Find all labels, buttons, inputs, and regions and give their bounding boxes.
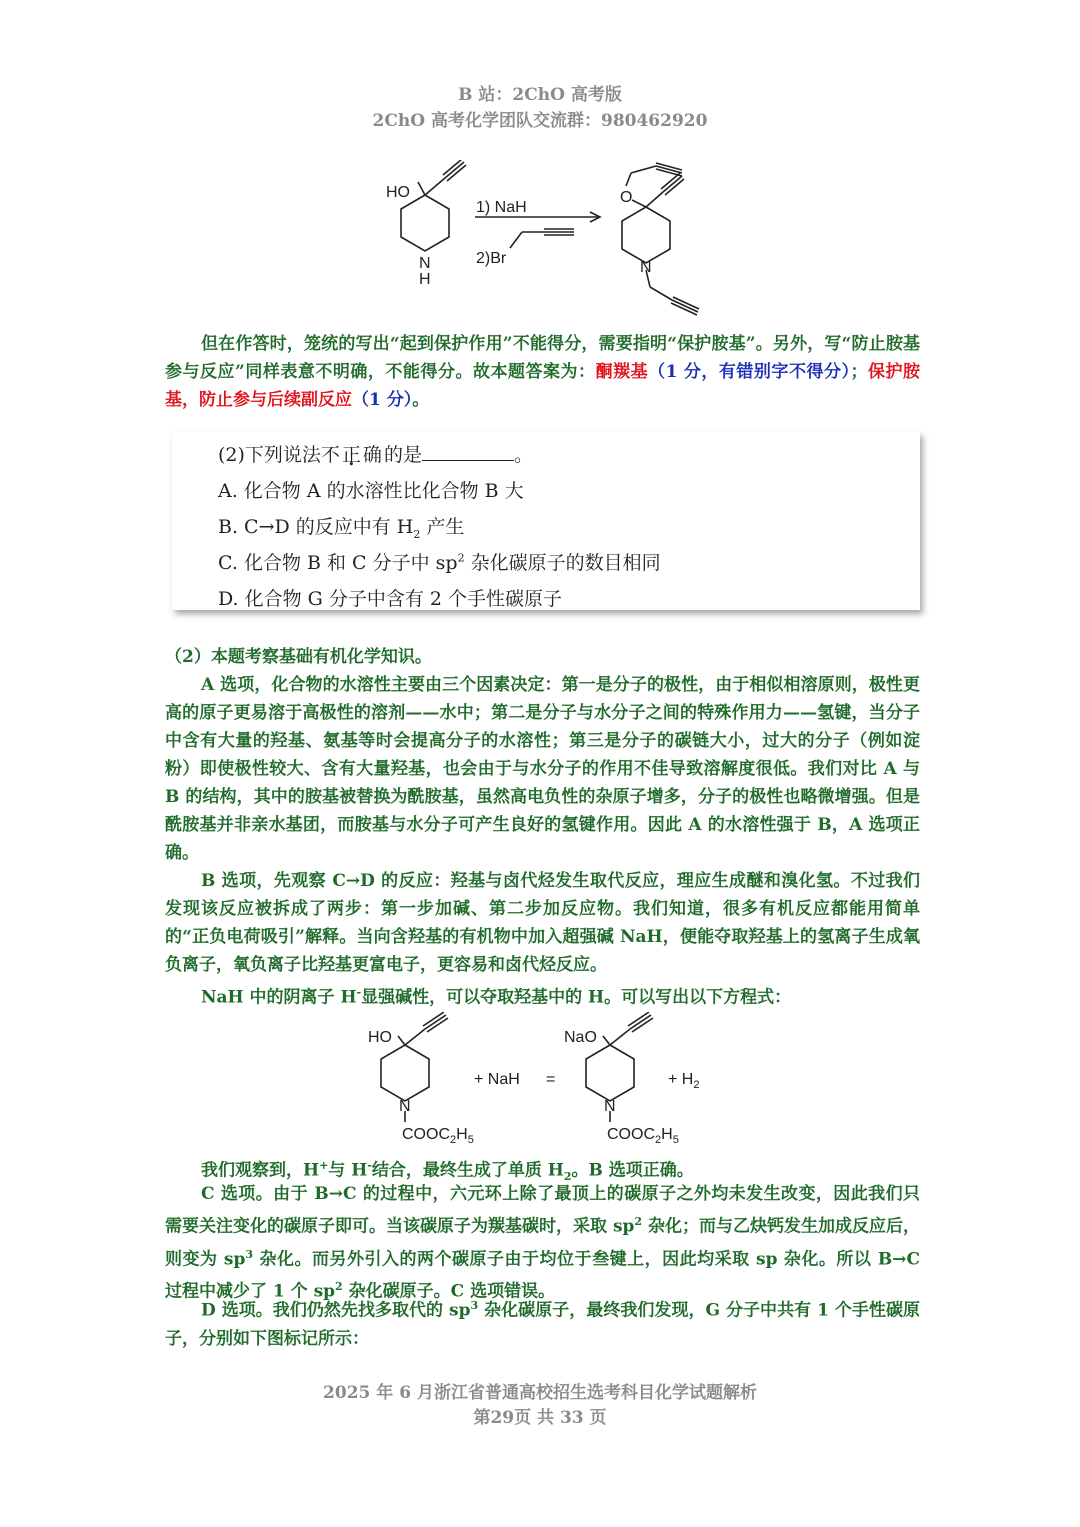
- reactant-h-label: H: [419, 271, 431, 288]
- option-b-tail: 产生: [420, 516, 465, 538]
- ester1-a: COOC: [402, 1126, 450, 1143]
- reagent-2-label: 2)Br: [476, 250, 507, 267]
- stem-part-a: (2)下列说法: [218, 444, 321, 466]
- reaction-scheme-nah: [360, 1012, 720, 1152]
- d-sup: 3: [470, 1299, 479, 1312]
- stem-end: 。: [513, 444, 533, 466]
- ester2-h: H: [661, 1126, 673, 1143]
- scheme2-n2-label: N: [604, 1098, 616, 1115]
- product-o-label: O: [620, 189, 633, 206]
- obs-sup1: +: [319, 1159, 329, 1172]
- analysis-nah: [165, 979, 920, 1012]
- c-a: C 选项。由于 B→C 的过程中，六元环上除了最顶上的碳原子之外均未发生改变，因此我们只需要关注变化的碳原子即可。当该碳原子为羰基碳时，采取 sp: [165, 1184, 920, 1237]
- c-sup3: 2: [335, 1280, 343, 1294]
- ester2-a: COOC: [607, 1126, 655, 1143]
- question-box: [172, 432, 920, 610]
- option-b: [218, 512, 464, 541]
- ester2-sub2: 2: [655, 1134, 662, 1146]
- analysis-option-b: B 选项，先观察 C→D 的反应：羟基与卤代烃发生取代反应，理应生成醚和溴化氢。不过我们发现该反应被拆成了两步：第一步加碱、第二步加反应物。我们知道，很多有机反应都能用简单的“正负电荷吸引”解释。当向含羟基的有机物中加入超强碱 NaH，便能夺取羟基上的氢离子生成氧负离子，氧负离子比羟基更富电子，更容易和卤代烃反应。: [165, 871, 920, 975]
- option-a: A. 化合物 A 的水溶性比化合物 B 大: [218, 480, 524, 502]
- header-line-1: B 站：2ChO 高考版: [458, 85, 622, 105]
- scheme2-n1-label: N: [399, 1098, 411, 1115]
- scheme2-ester-1: [402, 1126, 474, 1146]
- option-b-sub: 2: [413, 527, 421, 541]
- plus-h-text: + H: [668, 1071, 694, 1088]
- reagent-1-label: 1) NaH: [476, 199, 527, 216]
- question-stem: [218, 440, 533, 467]
- c-c: 杂化。而另外引入的两个碳原子由于均位于叁键上，因此均采取 sp 杂化。所以 B→C 过程中减少了 1 个 sp: [165, 1249, 920, 1302]
- plus-h2-label: [668, 1071, 699, 1091]
- stem-part-b: 的是: [383, 444, 422, 466]
- option-c-tail: 杂化碳原子的数目相同: [464, 552, 661, 574]
- answer-1-note: （1 分，有错别字不得分）: [648, 362, 851, 382]
- analysis-option-c: [165, 1180, 920, 1306]
- option-b-text: B. C→D 的反应中有 H: [218, 516, 414, 538]
- c-sup2: 3: [245, 1247, 254, 1261]
- c-d: 杂化碳原子。C 选项错误。: [342, 1281, 556, 1302]
- stem-emphasis: 不正确: [320, 444, 384, 466]
- obs-d: 。B 选项正确。: [571, 1160, 694, 1181]
- answer-paragraph: [165, 330, 920, 414]
- obs-sup2: -: [367, 1159, 372, 1172]
- answer-end: 。: [412, 390, 430, 410]
- reaction-scheme-protection: [360, 160, 720, 330]
- answer-2-note: （1 分）: [352, 390, 413, 410]
- c-b: 杂化；而与乙炔钙发生加成反应后，则变为 sp: [165, 1216, 920, 1270]
- answer-1: 酮羰基: [595, 362, 649, 382]
- equals-sign: =: [546, 1071, 556, 1088]
- option-d: D. 化合物 G 分子中含有 2 个手性碳原子: [218, 588, 563, 610]
- answer-text: 但在作答时，笼统的写出“起到保护作用”不能得分，需要指明“保护胺基”。另外，写“防止胺基参与反应”同样表意不明确，不能得分。故本题答案为：: [165, 334, 920, 382]
- c-sup1: 2: [634, 1215, 643, 1228]
- ester1-sub2: 2: [450, 1134, 457, 1146]
- nah-tail: 显强碱性，可以夺取羟基中的 H。可以写出以下方程式：: [361, 987, 792, 1008]
- answer-sep: ；: [850, 362, 868, 382]
- plus-nah-label: + NaH: [474, 1071, 520, 1088]
- nah-text: NaH 中的阴离子 H: [201, 987, 357, 1008]
- obs-b: 与 H: [328, 1160, 368, 1181]
- scheme2-nao-label: NaO: [564, 1029, 597, 1046]
- analysis-option-d: [165, 1292, 920, 1353]
- answer-2: 保护胺基，防止参与后续副反应: [165, 362, 921, 410]
- ester1-sub5: 5: [467, 1134, 474, 1146]
- option-c: [218, 548, 661, 575]
- answer-blank: [422, 442, 514, 461]
- option-c-text: C. 化合物 B 和 C 分子中 sp: [218, 552, 458, 574]
- analysis-option-a: A 选项，化合物的水溶性主要由三个因素决定：第一是分子的极性，由于相似相溶原则，极性更高的原子更易溶于高极性的溶剂——水中；第二是分子与水分子之间的特殊作用力——氢键，当分子中含有大量的羟基、氨基等时会提高分子的水溶性；第三是分子的碳链大小，过大的分子（例如淀粉）即使极性较大、含有大量羟基，也会由于与水分子的作用不佳导致溶解度很低。我们对比 A 与 B 的结构，其中的胺基被替换为酰胺基，虽然高电负性的杂原子增多，分子的极性也略微增强。但是酰胺基并非亲水基团，而胺基与水分子可产生良好的氢键作用。因此 A 的水溶性强于 B，A 选项正确。: [165, 675, 920, 863]
- option-c-sup: 2: [457, 551, 465, 565]
- header-line-2: 2ChO 高考化学团队交流群：980462920: [372, 111, 708, 131]
- reactant-n-label: N: [419, 255, 431, 272]
- nah-sup: -: [356, 986, 362, 999]
- product-n-label: N: [640, 259, 652, 276]
- d-b: 杂化碳原子，最终我们发现，G 分子中共有 1 个手性碳原子，分别如下图标记所示：: [165, 1300, 920, 1349]
- obs-c: 结合，最终生成了单质 H: [371, 1160, 564, 1181]
- obs-sub: 2: [563, 1170, 572, 1184]
- reactant-ho-label: HO: [386, 184, 410, 201]
- d-a: D 选项。我们仍然先找多取代的 sp: [201, 1300, 471, 1321]
- h2-sub: 2: [693, 1079, 700, 1091]
- ester1-h: H: [456, 1126, 468, 1143]
- ester2-sub5: 5: [672, 1134, 679, 1146]
- scheme2-ho-label: HO: [368, 1029, 392, 1046]
- scheme2-ester-2: [607, 1126, 679, 1146]
- analysis-title: （2）本题考察基础有机化学知识。: [165, 647, 432, 667]
- footer-title: 2025 年 6 月浙江省普通高校招生选考科目化学试题解析: [323, 1383, 757, 1403]
- page-number: 第29页 共 33 页: [473, 1408, 607, 1428]
- obs-a: 我们观察到，H: [201, 1160, 320, 1181]
